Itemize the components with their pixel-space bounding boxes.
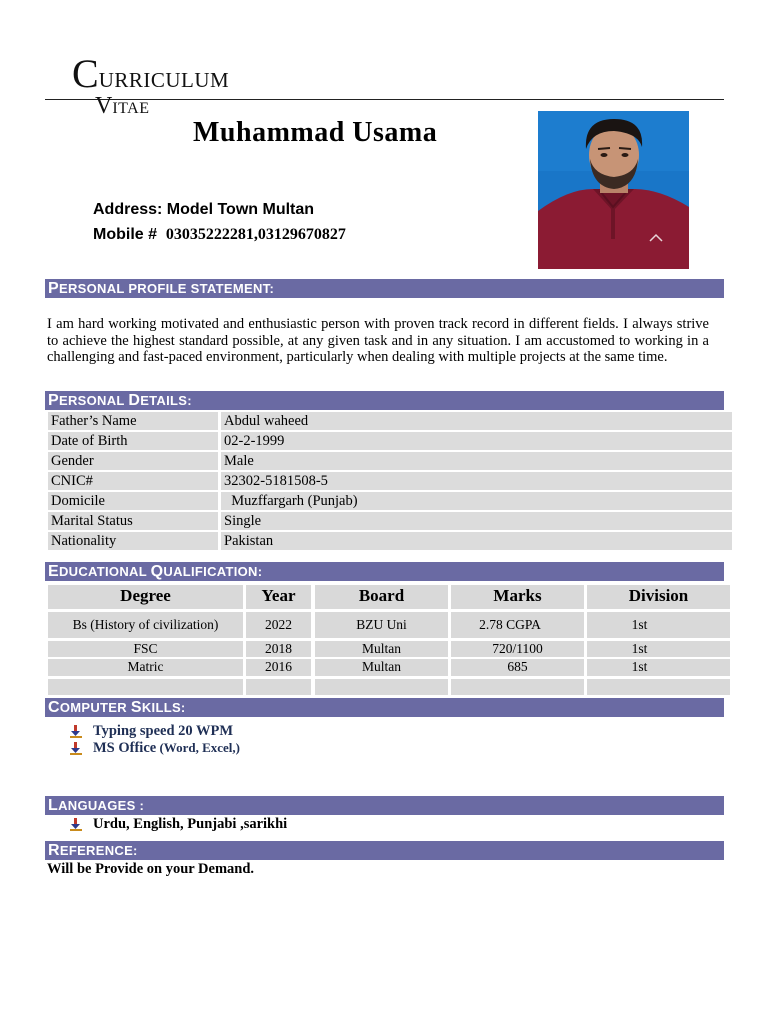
table-cell: Multan — [315, 641, 448, 657]
detail-value: 02-2-1999 — [221, 432, 732, 450]
section-title: ERSONAL — [58, 393, 129, 408]
table-header-division: Division — [587, 585, 730, 609]
section-title: OMPUTER — [59, 700, 131, 715]
section-title: ANGUAGES : — [58, 798, 145, 813]
arrow-bullet-icon — [69, 818, 83, 832]
table-cell: Bs (History of civilization) — [48, 612, 243, 638]
section-initial: D — [128, 392, 141, 409]
section-title: UALIFICATION: — [163, 564, 263, 579]
portrait-illustration — [538, 111, 689, 269]
detail-key: Nationality — [48, 532, 218, 550]
cv-title — [72, 51, 230, 96]
section-header-reference — [45, 841, 724, 860]
detail-key: Father’s Name — [48, 412, 218, 430]
candidate-name: Muhammad Usama — [193, 117, 438, 148]
section-title: EFERENCE: — [59, 843, 138, 858]
arrow-bullet-icon — [69, 742, 83, 756]
section-initial: R — [48, 842, 60, 859]
table-header-degree: Degree — [48, 585, 243, 609]
table-cell-empty — [315, 679, 448, 695]
section-header-languages — [45, 796, 724, 815]
table-cell: 720/1100 — [451, 641, 584, 657]
skill-item — [93, 740, 240, 757]
cv-subtitle-initial: V — [95, 93, 113, 119]
section-initial: E — [48, 563, 59, 580]
detail-key: CNIC# — [48, 472, 218, 490]
skill-main: Typing speed 20 WPM — [93, 723, 234, 739]
detail-key: Marital Status — [48, 512, 218, 530]
section-initial: Q — [150, 563, 164, 580]
table-cell: 2.78 CGPA — [451, 612, 584, 638]
table-cell: 2016 — [246, 659, 311, 676]
table-cell-empty — [587, 679, 730, 695]
cv-title-initial: C — [72, 51, 99, 96]
table-cell: BZU Uni — [315, 612, 448, 638]
detail-row — [48, 412, 732, 430]
section-initial: S — [130, 699, 142, 716]
detail-value: Single — [221, 512, 732, 530]
section-title: DUCATIONAL — [58, 564, 151, 579]
reference-text: Will be Provide on your Demand. — [47, 861, 255, 877]
mobile — [93, 226, 346, 244]
skill-item — [93, 723, 233, 740]
table-cell: 2018 — [246, 641, 311, 657]
table-cell: 685 — [451, 659, 584, 676]
table-cell: Matric — [48, 659, 243, 676]
table-cell: 1st — [587, 612, 730, 638]
section-header-education — [45, 562, 724, 581]
mobile-label: Mobile # — [93, 226, 158, 243]
detail-row — [48, 512, 732, 530]
mobile-numbers: 03035222281,03129670827 — [165, 226, 346, 243]
cv-subtitle — [95, 94, 150, 118]
arrow-bullet-icon — [69, 725, 83, 739]
languages-list: Urdu, English, Punjabi ,sarikhi — [93, 816, 288, 832]
section-header-personal-details — [45, 391, 724, 410]
cv-title-rest: URRICULUM — [98, 68, 230, 92]
detail-value: Male — [221, 452, 732, 470]
skill-detail: (Word, Excel,) — [156, 740, 240, 755]
detail-value: Muzffargarh (Punjab) — [221, 492, 732, 510]
section-title: KILLS: — [141, 700, 186, 715]
table-cell: 1st — [587, 641, 730, 657]
detail-row — [48, 472, 732, 490]
table-cell: Multan — [315, 659, 448, 676]
table-cell-empty — [451, 679, 584, 695]
detail-value: 32302-5181508-5 — [221, 472, 732, 490]
table-cell-empty — [246, 679, 311, 695]
detail-key: Date of Birth — [48, 432, 218, 450]
section-initial: P — [48, 280, 59, 297]
table-cell: FSC — [48, 641, 243, 657]
table-cell: 1st — [587, 659, 730, 676]
detail-value: Abdul waheed — [221, 412, 732, 430]
detail-row — [48, 452, 732, 470]
table-header-year: Year — [246, 585, 311, 609]
section-initial: L — [48, 797, 59, 814]
skill-main: MS Office — [93, 740, 157, 756]
section-header-computer-skills — [45, 698, 724, 717]
detail-key: Domicile — [48, 492, 218, 510]
table-cell-empty — [48, 679, 243, 695]
profile-photo — [538, 111, 689, 269]
section-initial: P — [48, 392, 59, 409]
detail-key: Gender — [48, 452, 218, 470]
table-cell: 2022 — [246, 612, 311, 638]
table-header-marks: Marks — [451, 585, 584, 609]
profile-statement: I am hard working motivated and enthusiastic person with proven track record in different fields. I always strive to achieve the highest standard possible, at any given task and in any situation. I am accustomed to working in a challenging and fast-paced environment, particularly when dealing with multiple projects at the same time. — [47, 316, 709, 365]
cv-subtitle-rest: ITAE — [112, 100, 150, 117]
address: Address: Model Town Multan — [93, 201, 315, 218]
table-header-board: Board — [315, 585, 448, 609]
section-title: ERSONAL PROFILE STATEMENT: — [58, 281, 275, 296]
detail-value: Pakistan — [221, 532, 732, 550]
section-title: ETAILS: — [140, 393, 192, 408]
section-header-profile — [45, 279, 724, 298]
detail-row — [48, 532, 732, 550]
detail-row — [48, 492, 732, 510]
detail-row — [48, 432, 732, 450]
section-initial: C — [48, 699, 60, 716]
